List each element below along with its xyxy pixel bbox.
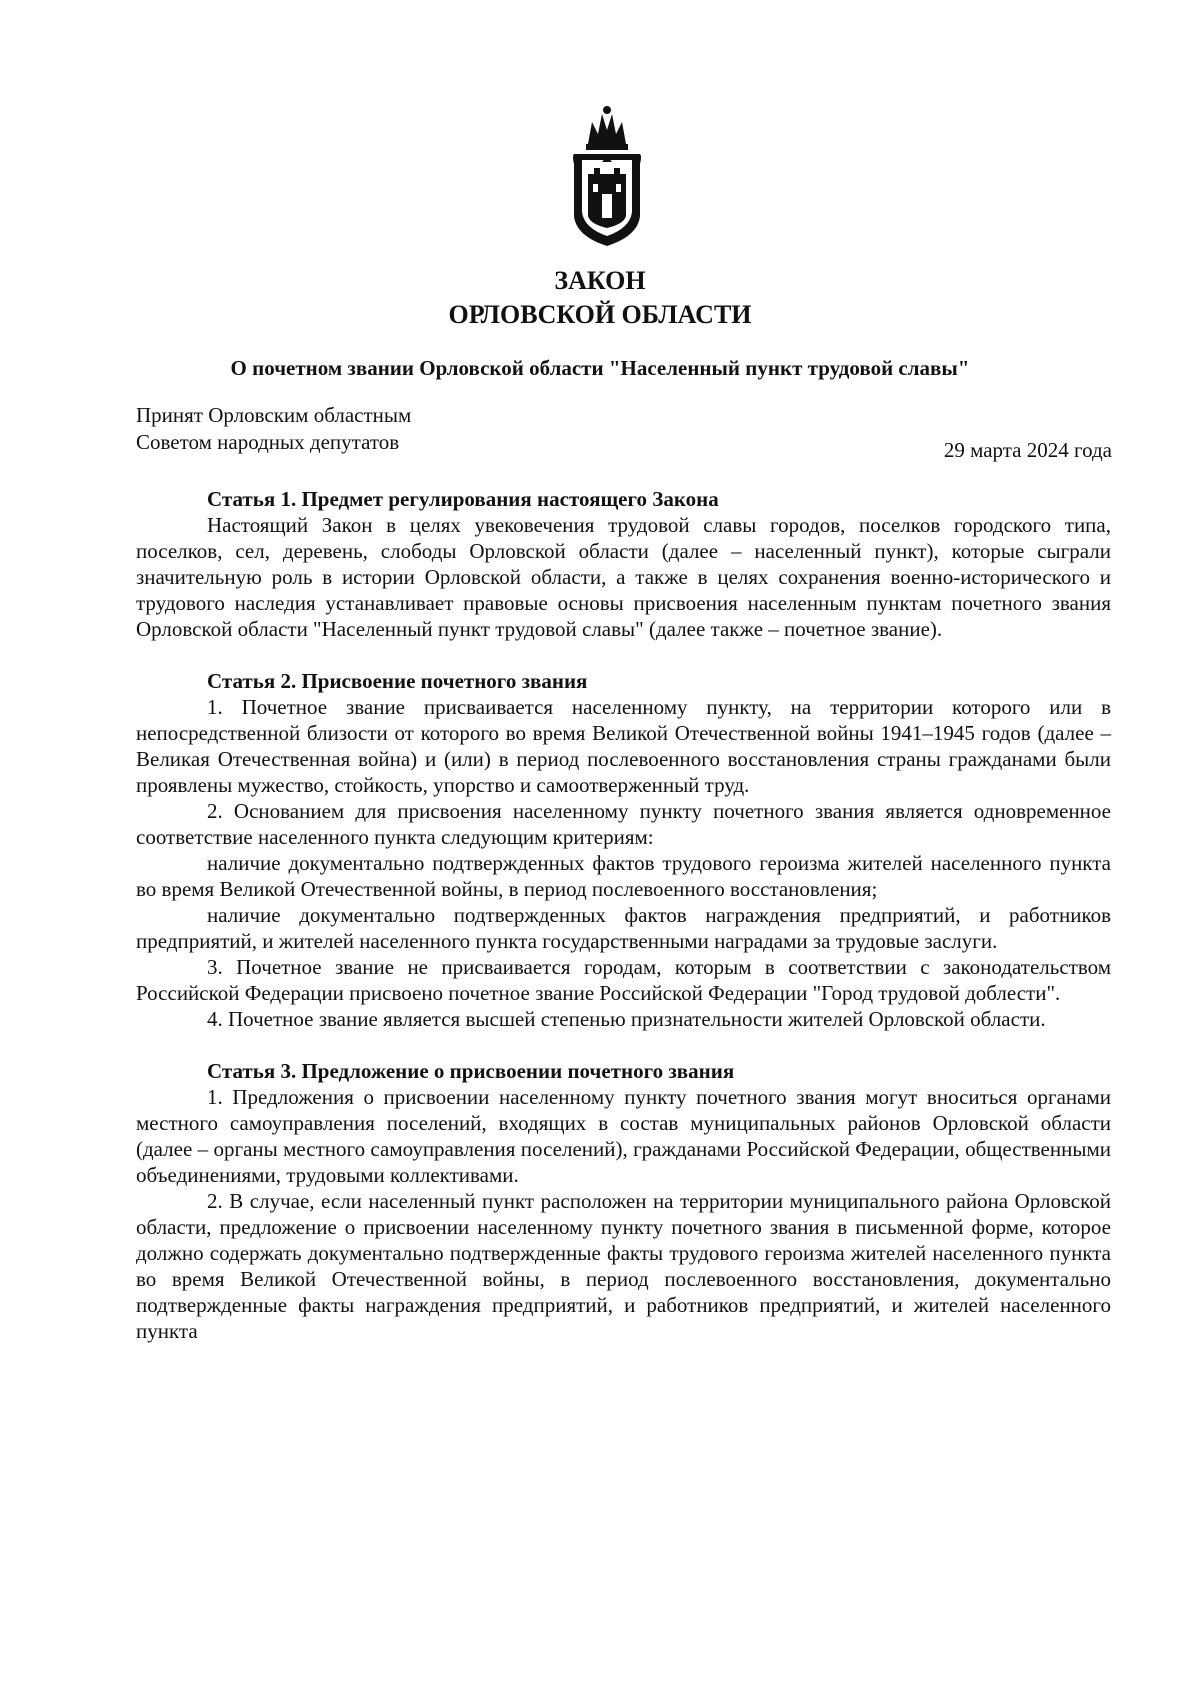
article-2-paragraph-3: 3. Почетное звание не присваивается городам, которым в соответствии с законодательством Российской Федерации присвоено почетное звание Российской Федерации "Город трудовой доблести". — [136, 955, 1111, 1005]
adoption-date: 29 марта 2024 года — [943, 438, 1112, 462]
coat-of-arms-emblem — [568, 104, 646, 250]
article-3-heading: Статья 3. Предложение о присвоении почетного звания — [207, 1059, 735, 1083]
law-body — [136, 486, 1111, 1344]
adoption-note — [136, 402, 411, 456]
article-2-heading: Статья 2. Присвоение почетного звания — [207, 669, 588, 693]
article-1-paragraph: Настоящий Закон в целях увековечения трудовой славы городов, поселков городского типа, поселков, сел, деревень, слободы Орловской области (далее – населенный пункт), которые сыграли значительную роль в истории Орловской области, а также в целях сохранения военно-исторического и трудового наследия устанавливает правовые основы присвоения населенным пунктам почетного звания Орловской области "Населенный пункт трудовой славы" (далее также – почетное звание). — [136, 513, 1111, 641]
adoption-line-1: Принят Орловским областным — [136, 403, 412, 427]
article-3-paragraph-2: 2. В случае, если населенный пункт расположен на территории муниципального района Орловской области, предложение о присвоении населенному пункту почетного звания в письменной форме, которое должно содержать документально подтвержденные факты трудового героизма жителей населенного пункта во время Великой Отечественной войны, в период послевоенного восстановления, документально подтвержденные факты награждения предприятий, и работников предприятий, и жителей населенного пункта — [136, 1189, 1111, 1343]
article-1-heading: Статья 1. Предмет регулирования настоящего Закона — [207, 487, 719, 511]
law-region-title: ОРЛОВСКОЙ ОБЛАСТИ — [448, 300, 752, 329]
article-2-paragraph-2: 2. Основанием для присвоения населенному пункту почетного звания является одновременное соответствие населенного пункта следующим критериям: — [136, 799, 1111, 849]
law-title: ЗАКОН — [554, 266, 646, 295]
article-2-criterion-2: наличие документально подтвержденных фактов награждения предприятий, и работников предприятий, и жителей населенного пункта государственными наградами за трудовые заслуги. — [136, 903, 1111, 953]
article-2-paragraph-1: 1. Почетное звание присваивается населенному пункту, на территории которого или в непосредственной близости от которого во время Великой Отечественной войны 1941–1945 годов (далее – Великая Отечественная война) и (или) в период послевоенного восстановления страны гражданами были проявлены мужество, стойкость, упорство и самоотверженный труд. — [136, 695, 1111, 797]
law-subtitle: О почетном звании Орловской области "Населенный пункт трудовой славы" — [230, 356, 970, 380]
article-2-paragraph-4: 4. Почетное звание является высшей степенью признательности жителей Орловской области. — [207, 1007, 1046, 1031]
article-2-criterion-1: наличие документально подтвержденных фактов трудового героизма жителей населенного пункта во время Великой Отечественной войны, в период послевоенного восстановления; — [136, 851, 1111, 901]
adoption-line-2: Советом народных депутатов — [136, 430, 400, 454]
article-3-paragraph-1: 1. Предложения о присвоении населенному пункту почетного звания могут вноситься органами местного самоуправления поселений, входящих в состав муниципальных районов Орловской области (далее – органы местного самоуправления поселений), гражданами Российской Федерации, общественными объединениями, трудовыми коллективами. — [136, 1085, 1111, 1187]
